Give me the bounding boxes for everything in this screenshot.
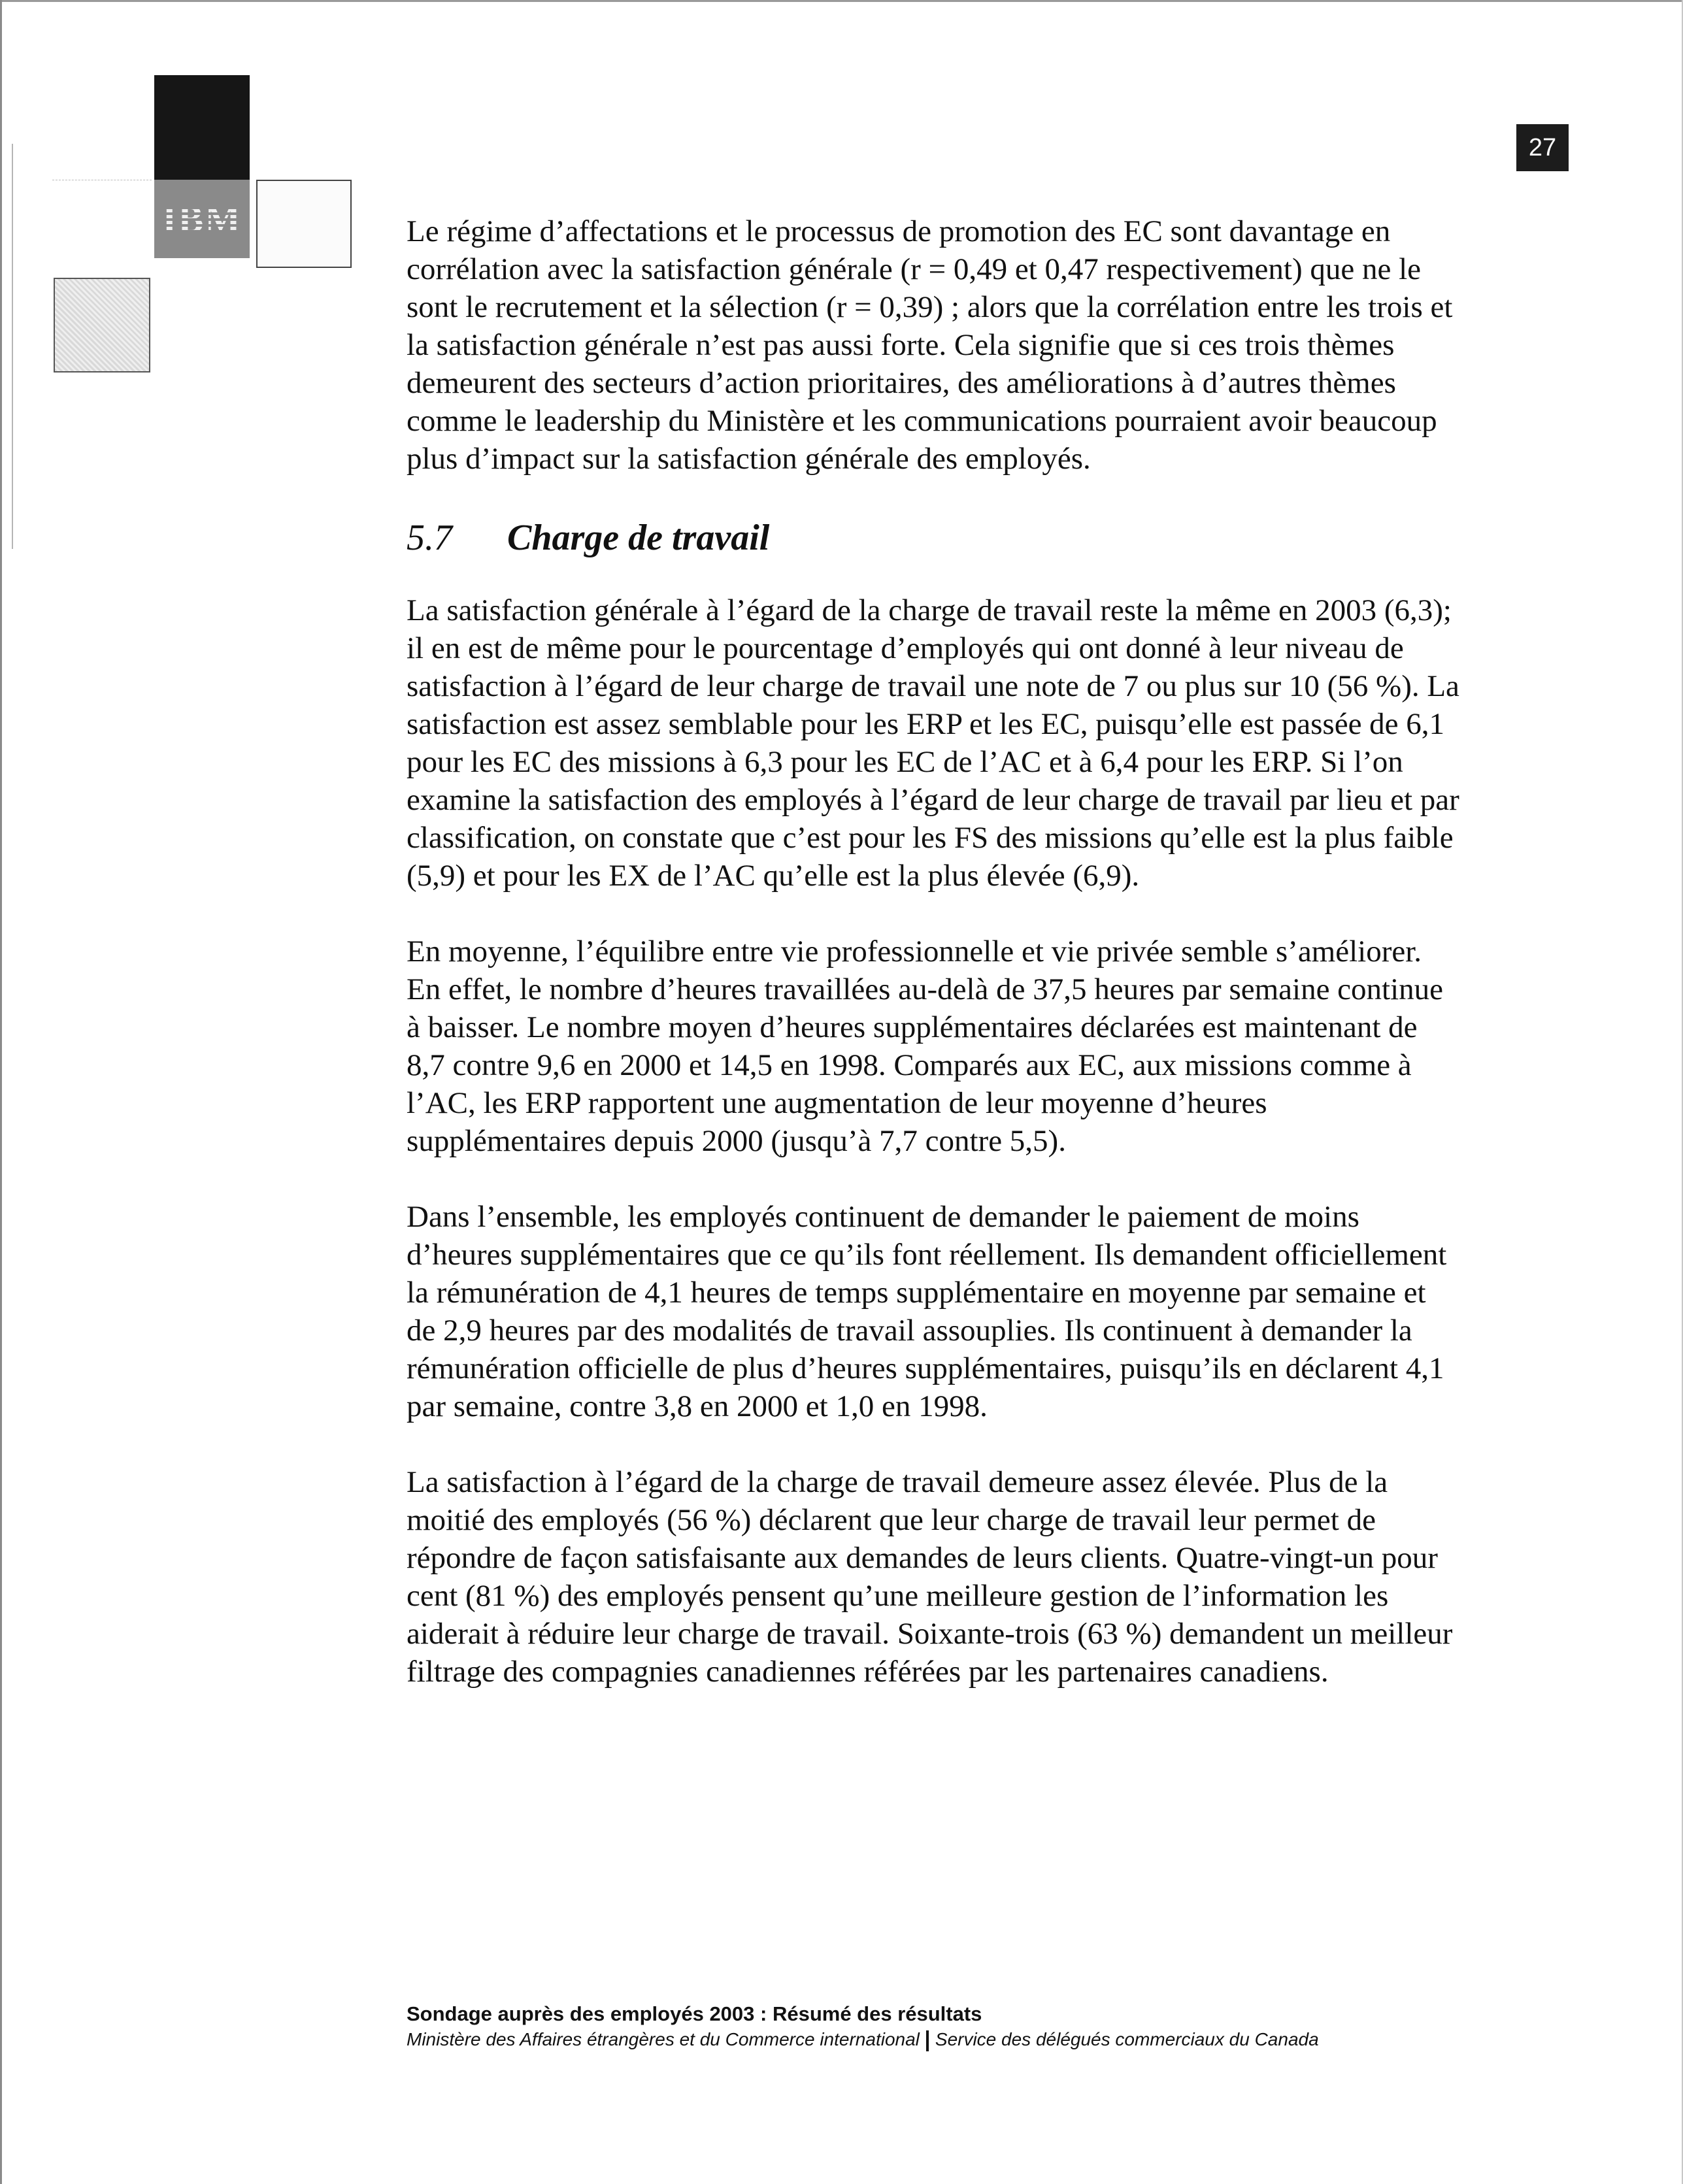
- scan-edge-mark: [12, 144, 13, 549]
- footer-organization: [407, 2027, 1583, 2052]
- page-footer: [407, 2001, 1583, 2052]
- body-paragraph: En moyenne, l’équilibre entre vie professionnelle et vie privée semble s’améliorer. En effet, le nombre d’heures travaillées au-delà de 37,5 heures par semaine continue à baisser. Le nombre moyen d’heures supplémentaires déclarées est maintenant de 8,7 contre 9,6 en 2000 et 14,5 en 1998. Comparés aux EC, aux missions comme à l’AC, les ERP rapportent une augmentation de leur moyenne d’heures supplémentaires depuis 2000 (jusqu’à 7,7 contre 5,5).: [407, 935, 1444, 1158]
- ibm-logo: [154, 180, 250, 258]
- section-title: Charge de travail: [507, 518, 770, 558]
- section-number: 5.7: [407, 518, 452, 558]
- ibm-logo-text: IBM: [162, 197, 242, 240]
- scan-edge-top: [0, 0, 1683, 2]
- logo-light-square-right: [256, 180, 352, 268]
- logo-gray-square: [54, 278, 150, 372]
- footer-org-right: Service des délégués commerciaux du Canada: [935, 2029, 1319, 2049]
- footer-title: Sondage auprès des employés 2003 : Résumé des résultats: [407, 2002, 982, 2025]
- logo-light-square-left: [52, 180, 152, 268]
- scan-edge-left: [0, 0, 2, 2184]
- footer-separator: [926, 2030, 929, 2051]
- footer-org-left: Ministère des Affaires étrangères et du Commerce international: [407, 2029, 920, 2049]
- main-content: [407, 212, 1462, 1729]
- page-number: 27: [1516, 124, 1569, 171]
- section-heading: [407, 517, 1462, 559]
- body-paragraph: La satisfaction à l’égard de la charge de travail demeure assez élevée. Plus de la moitié des employés (56 %) déclarent que leur charge de travail leur permet de répondre de façon satisfaisante aux demandes de leurs clients. Quatre-vingt-un pour cent (81 %) des employés pensent qu’une meilleure gestion de l’information les aiderait à réduire leur charge de travail. Soixante-trois (63 %) demandent un meilleur filtrage des compagnies canadiennes référées par les partenaires canadiens.: [407, 1465, 1453, 1689]
- intro-paragraph: Le régime d’affectations et le processus de promotion des EC sont davantage en corrélation avec la satisfaction générale (r = 0,49 et 0,47 respectivement) que ne le sont le recrutement et la sélection (r = 0,39) ; alors que la corrélation entre les trois et la satisfaction générale n’est pas aussi forte. Cela signifie que si ces trois thèmes demeurent des secteurs d’action prioritaires, des améliorations à d’autres thèmes comme le leadership du Ministère et les communications pourraient avoir beaucoup plus d’impact sur la satisfaction générale des employés.: [407, 214, 1453, 476]
- body-paragraph: Dans l’ensemble, les employés continuent de demander le paiement de moins d’heures supplémentaires que ce qu’ils font réellement. Ils demandent officiellement la rémunération de 4,1 heures de temps supplémentaire en moyenne par semaine et de 2,9 heures par des modalités de travail assouplies. Ils continuent à demander la rémunération officielle de plus d’heures supplémentaires, puisqu’ils en déclarent 4,1 par semaine, contre 3,8 en 2000 et 1,0 en 1998.: [407, 1200, 1447, 1423]
- logo-dark-square: [154, 75, 250, 180]
- body-paragraph: La satisfaction générale à l’égard de la charge de travail reste la même en 2003 (6,3); il en est de même pour le pourcentage d’employés qui ont donné à leur niveau de satisfaction à l’égard de leur charge de travail une note de 7 ou plus sur 10 (56 %). La satisfaction est assez semblable pour les ERP et les EC, puisqu’elle est passée de 6,1 pour les EC des missions à 6,3 pour les EC de l’AC et à 6,4 pour les ERP. Si l’on examine la satisfaction des employés à l’égard de leur charge de travail par lieu et par classification, on constate que c’est pour les FS des missions qu’elle est la plus faible (5,9) et pour les EX de l’AC qu’elle est la plus élevée (6,9).: [407, 593, 1459, 893]
